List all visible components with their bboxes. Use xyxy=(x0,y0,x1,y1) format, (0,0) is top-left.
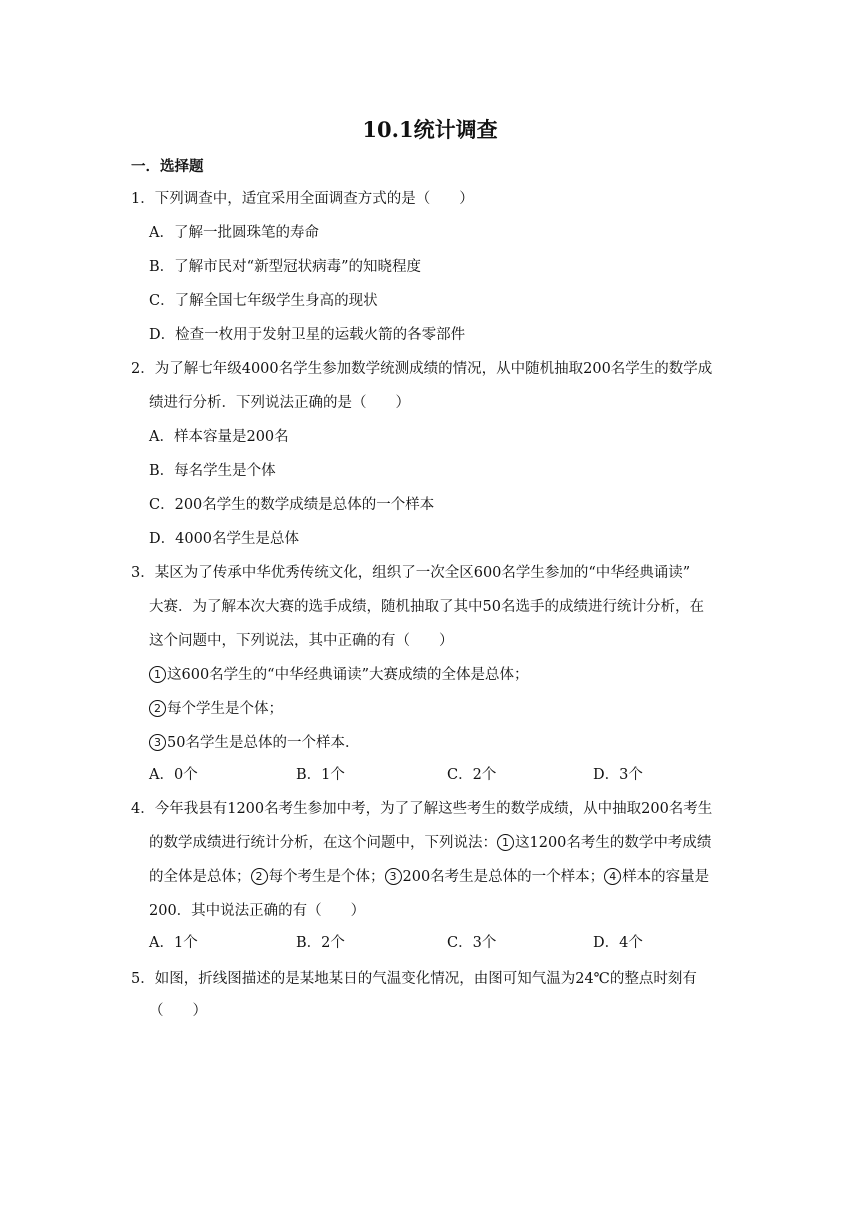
question-2-stem-line-1: 2．为了解七年级4000名学生参加数学统测成绩的情况，从中随机抽取200名学生的数学成 xyxy=(131,361,713,377)
question-2-option-b: B．每名学生是个体 xyxy=(149,463,276,479)
question-4-stem-line-4: 200．其中说法正确的有（ ） xyxy=(149,903,366,919)
question-4-option-c: C．3个 xyxy=(447,935,497,951)
circled-number: 3 xyxy=(149,734,166,751)
question-1-stem: 1．下列调查中，适宜采用全面调查方式的是（ ） xyxy=(131,191,474,207)
circled-number: 4 xyxy=(604,868,621,885)
question-3-stem-line-2: 大赛．为了解本次大赛的选手成绩，随机抽取了其中50名选手的成绩进行统计分析，在 xyxy=(149,599,704,615)
question-4-option-d: D．4个 xyxy=(593,935,643,951)
question-3-option-c: C．2个 xyxy=(447,767,497,783)
question-3-statement-3 xyxy=(149,733,359,753)
circled-number: 1 xyxy=(497,834,514,851)
statement-text: 每个考生是个体； xyxy=(268,869,385,885)
question-3-statement-2 xyxy=(149,699,283,719)
question-2-option-c: C．200名学生的数学成绩是总体的一个样本 xyxy=(149,497,435,513)
circled-number: 1 xyxy=(149,666,166,683)
question-5-stem-line-2: （ ） xyxy=(149,1003,207,1019)
statement-text: 200名考生是总体的一个样本； xyxy=(402,869,605,885)
question-4-option-a: A．1个 xyxy=(149,935,198,951)
circled-number: 2 xyxy=(251,868,268,885)
section-heading: 一．选择题 xyxy=(131,158,204,175)
page-title: 10.1统计调查 xyxy=(362,117,498,142)
question-3-option-d: D．3个 xyxy=(593,767,643,783)
question-1-option-a: A．了解一批圆珠笔的寿命 xyxy=(149,225,319,241)
statement-text: 这1200名考生的数学中考成绩 xyxy=(515,835,712,851)
question-3-option-a: A．0个 xyxy=(149,767,198,783)
question-3-stem-line-3: 这个问题中，下列说法，其中正确的有（ ） xyxy=(149,633,454,649)
question-5-stem-line-1: 5．如图，折线图描述的是某地某日的气温变化情况，由图可知气温为24℃的整点时刻有 xyxy=(131,971,697,987)
question-3-stem-line-1: 3．某区为了传承中华优秀传统文化，组织了一次全区600名学生参加的“中华经典诵读” xyxy=(131,565,691,581)
statement-text: 样本的容量是 xyxy=(622,869,710,885)
question-4-stem-line-1: 4．今年我县有1200名考生参加中考，为了了解这些考生的数学成绩，从中抽取200名考生 xyxy=(131,801,713,817)
question-4-stem-line-2 xyxy=(149,833,711,853)
stem-text: 的数学成绩进行统计分析，在这个问题中，下列说法： xyxy=(149,835,497,851)
question-1-option-c: C．了解全国七年级学生身高的现状 xyxy=(149,293,378,309)
statement-text: 这600名学生的“中华经典诵读”大赛成绩的全体是总体； xyxy=(167,667,529,683)
question-2-option-a: A．样本容量是200名 xyxy=(149,429,289,445)
question-2-option-d: D．4000名学生是总体 xyxy=(149,531,300,547)
circled-number: 2 xyxy=(149,700,166,717)
question-1-option-d: D．检查一枚用于发射卫星的运载火箭的各零部件 xyxy=(149,327,466,343)
question-3-option-b: B．1个 xyxy=(296,767,345,783)
question-3-statement-1 xyxy=(149,665,529,685)
stem-text: 的全体是总体； xyxy=(149,869,251,885)
question-4-option-b: B．2个 xyxy=(296,935,345,951)
question-4-stem-line-3 xyxy=(149,867,709,887)
statement-text: 每个学生是个体； xyxy=(167,701,283,717)
circled-number: 3 xyxy=(385,868,402,885)
statement-text: 50名学生是总体的一个样本． xyxy=(167,735,360,751)
question-2-stem-line-2: 绩进行分析．下列说法正确的是（ ） xyxy=(149,395,410,411)
question-1-option-b: B．了解市民对“新型冠状病毒”的知晓程度 xyxy=(149,259,421,275)
